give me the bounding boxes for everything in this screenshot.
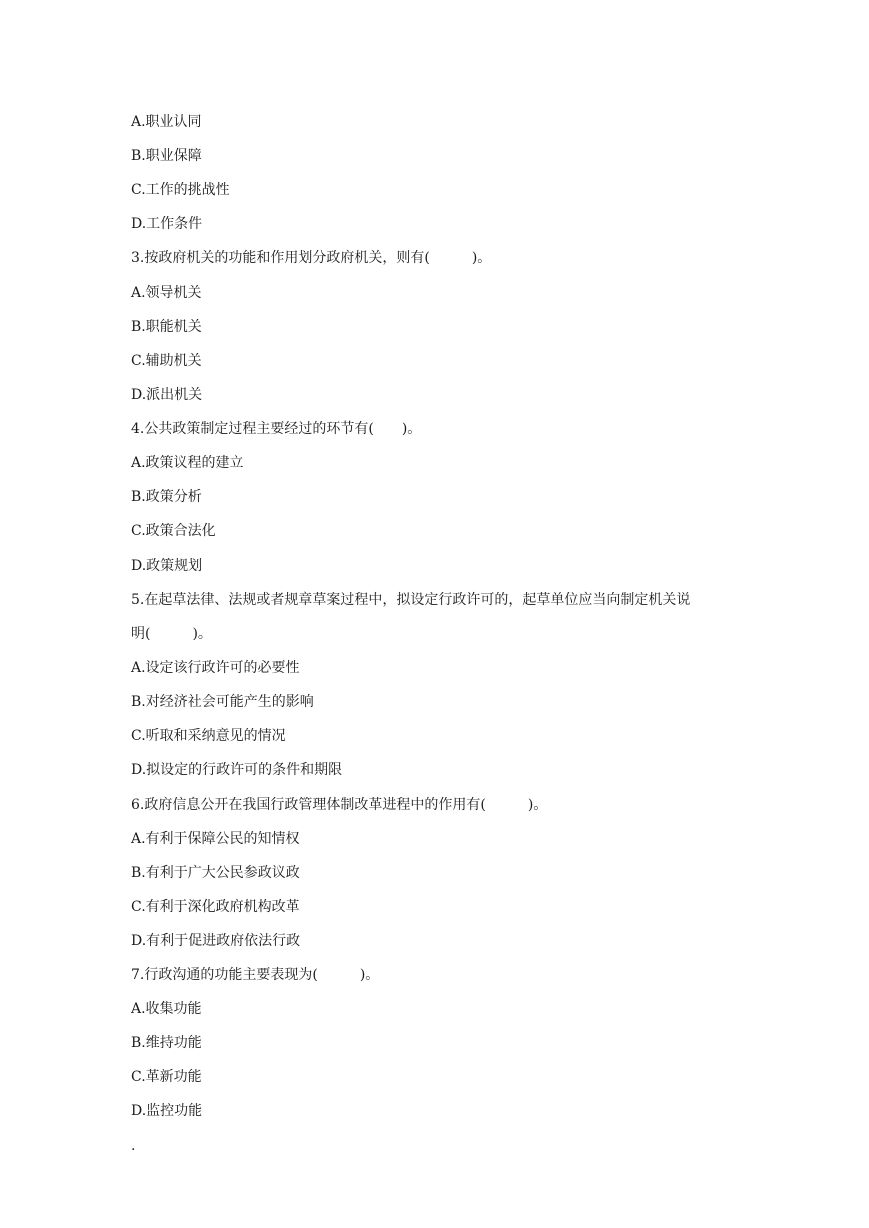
option-text: A.政策议程的建立 bbox=[131, 455, 244, 471]
option-text: A.设定该行政许可的必要性 bbox=[131, 660, 300, 676]
option-text: B.职业保障 bbox=[131, 148, 202, 164]
option-text: D.拟设定的行政许可的条件和期限 bbox=[131, 762, 343, 778]
option-text: A.职业认同 bbox=[131, 114, 202, 130]
option-text: C.革新功能 bbox=[131, 1069, 202, 1085]
option-text: B.对经济社会可能产生的影响 bbox=[131, 694, 314, 710]
option-text: C.工作的挑战性 bbox=[131, 182, 230, 198]
option-text: B.有利于广大公民参政议政 bbox=[131, 865, 300, 881]
option-text: D.监控功能 bbox=[131, 1103, 203, 1119]
option-text: D.工作条件 bbox=[131, 216, 203, 232]
option-text: C.有利于深化政府机构改革 bbox=[131, 899, 300, 915]
option-text: C.听取和采纳意见的情况 bbox=[131, 728, 286, 744]
option-text: D.有利于促进政府依法行政 bbox=[131, 933, 301, 949]
question-text-continued: 明( )。 bbox=[131, 626, 212, 642]
option-text: D.派出机关 bbox=[131, 387, 203, 403]
question-text: 4.公共政策制定过程主要经过的环节有( )。 bbox=[131, 421, 422, 437]
option-text: B.维持功能 bbox=[131, 1035, 202, 1051]
option-text: A.收集功能 bbox=[131, 1001, 202, 1017]
question-text: 5.在起草法律、法规或者规章草案过程中，拟设定行政许可的，起草单位应当向制定机关说 bbox=[131, 592, 691, 608]
option-text: C.辅助机关 bbox=[131, 353, 202, 369]
option-text: A.有利于保障公民的知情权 bbox=[131, 831, 300, 847]
option-text: B.职能机关 bbox=[131, 319, 202, 335]
option-text: A.领导机关 bbox=[131, 285, 202, 301]
option-text: D.政策规划 bbox=[131, 558, 203, 574]
question-text: 6.政府信息公开在我国行政管理体制改革进程中的作用有( )。 bbox=[131, 797, 548, 813]
question-text: 7.行政沟通的功能主要表现为( )。 bbox=[131, 967, 380, 983]
option-text: C.政策合法化 bbox=[131, 523, 216, 539]
option-text: B.政策分析 bbox=[131, 489, 202, 505]
trailing-period: . bbox=[131, 1138, 136, 1154]
question-text: 3.按政府机关的功能和作用划分政府机关，则有( )。 bbox=[131, 250, 492, 266]
